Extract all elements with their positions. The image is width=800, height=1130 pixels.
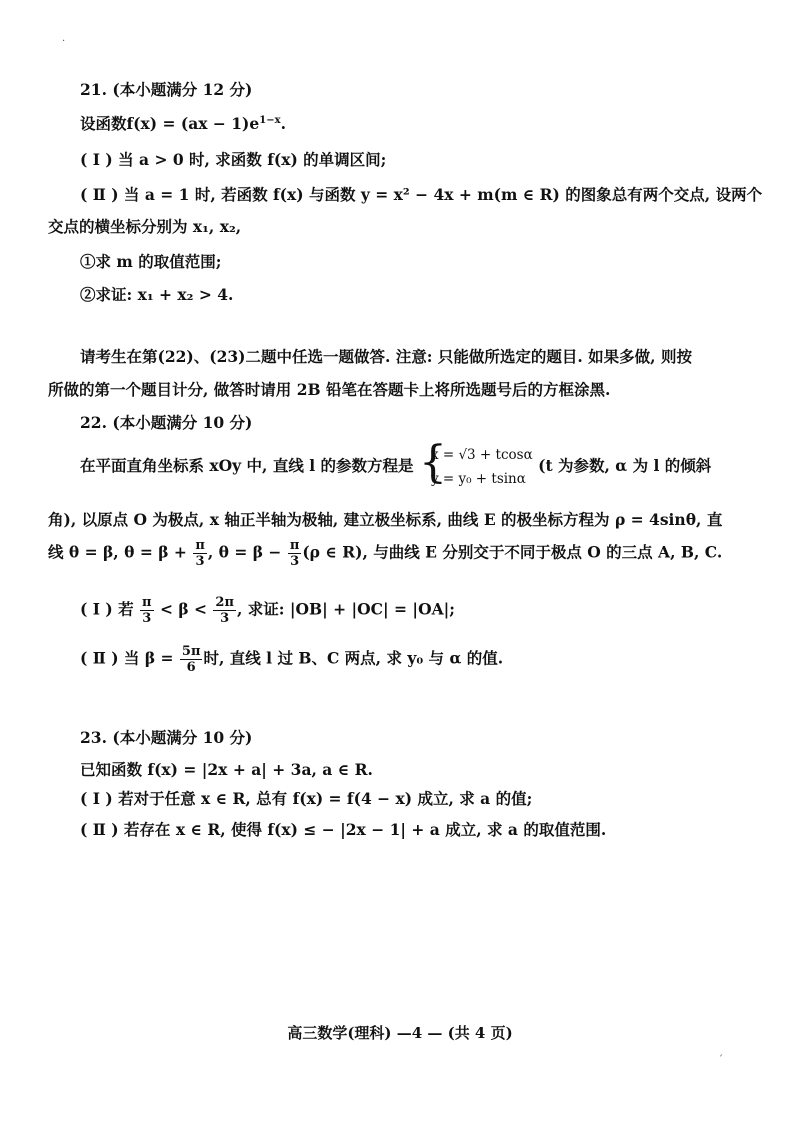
frac-num: π (289, 538, 300, 553)
scan-mark: · (62, 36, 66, 47)
q21-exponent: 1−x (259, 114, 281, 126)
frac-den: 6 (186, 660, 196, 675)
frac-num: 5π (181, 644, 201, 659)
frac-num: π (195, 538, 205, 553)
q22-line3 (48, 539, 722, 568)
param-eq-y: y = y₀ + tsinα (430, 471, 526, 487)
page-footer: 高三数学(理科) —4 — (共 4 页) (287, 1024, 513, 1042)
q23-stem: 已知函数 f(x) = |2x + a| + 3a, a ∈ R. (80, 760, 373, 779)
frac-den: 3 (142, 611, 152, 626)
brace: { (418, 437, 447, 488)
q21-stem-prefix: 设函数 (80, 114, 127, 133)
q22-stem-post: (t 为参数, α 为 l 的倾斜 (538, 456, 712, 475)
fraction-5pi-over-6 (180, 645, 203, 674)
frac-num: π (142, 595, 152, 610)
q21-part1: ( Ⅰ ) 当 a > 0 时, 求函数 f(x) 的单调区间; (80, 150, 387, 169)
scan-mark: ˊ (718, 1055, 723, 1066)
q22-stem (80, 437, 712, 491)
q23-part2: ( Ⅱ ) 若存在 x ∈ R, 使得 f(x) ≤ − |2x − 1| + a 成立, 求 a 的取值范围. (80, 820, 607, 839)
q23-heading: 23. (本小题满分 10 分) (80, 728, 253, 747)
q21-function: f(x) = (ax − 1)e (126, 114, 260, 133)
frac-den: 3 (220, 611, 230, 626)
q22-part2-b: 时, 直线 l 过 B、C 两点, 求 y₀ 与 α 的值. (203, 648, 504, 668)
fraction-pi-over-3 (288, 539, 302, 568)
q22-line2: 角), 以原点 O 为极点, x 轴正半轴为极轴, 建立极坐标系, 曲线 E 的极坐标方程为 ρ = 4sinθ, 直 (48, 510, 723, 529)
q21-stem-end: . (280, 114, 286, 133)
q22-part1-a: ( Ⅰ ) 若 (80, 599, 134, 619)
q22-part2 (80, 645, 503, 674)
q22-part1-c: , 求证: |OB| + |OC| = |OA|; (236, 599, 455, 619)
q21-stem (80, 112, 286, 134)
note-line2: 所做的第一个题目计分, 做答时请用 2B 铅笔在答题卡上将所选题号后的方框涂黑. (48, 380, 611, 399)
q22-line3-b: , θ = β − (207, 542, 282, 562)
q22-part1 (80, 596, 455, 625)
q21-heading: 21. (本小题满分 12 分) (80, 80, 253, 99)
param-eq-x: x = √3 + tcosα (430, 447, 533, 463)
parametric-system (418, 437, 533, 491)
fraction-pi-over-3 (140, 596, 154, 625)
note-line1: 请考生在第(22)、(23)二题中任选一题做答. 注意: 只能做所选定的题目. 如果多做, 则按 (80, 347, 692, 366)
q22-part2-a: ( Ⅱ ) 当 β = (80, 648, 174, 668)
frac-den: 3 (195, 554, 205, 569)
frac-den: 3 (290, 554, 300, 569)
q22-line3-c: (ρ ∈ R), 与曲线 E 分别交于不同于极点 O 的三点 A, B, C. (302, 542, 723, 562)
q21-sub1: ①求 m 的取值范围; (80, 252, 222, 271)
q21-sub2: ②求证: x₁ + x₂ > 4. (80, 285, 234, 304)
q22-part1-b: < β < (159, 599, 207, 619)
frac-num: 2π (215, 595, 234, 610)
q21-part2-line2: 交点的横坐标分别为 x₁, x₂, (48, 217, 242, 236)
q22-stem-pre: 在平面直角坐标系 xOy 中, 直线 l 的参数方程是 (80, 456, 414, 475)
q22-heading: 22. (本小题满分 10 分) (80, 413, 253, 432)
q21-part2-line1: ( Ⅱ ) 当 a = 1 时, 若函数 f(x) 与函数 y = x² − 4x + m(m ∈ R) 的图象总有两个交点, 设两个 (80, 185, 763, 204)
fraction-2pi-over-3 (213, 596, 236, 625)
q23-part1: ( Ⅰ ) 若对于任意 x ∈ R, 总有 f(x) = f(4 − x) 成立, 求 a 的值; (80, 789, 533, 808)
fraction-pi-over-3 (193, 539, 207, 568)
q22-line3-a: 线 θ = β, θ = β + (48, 542, 187, 562)
